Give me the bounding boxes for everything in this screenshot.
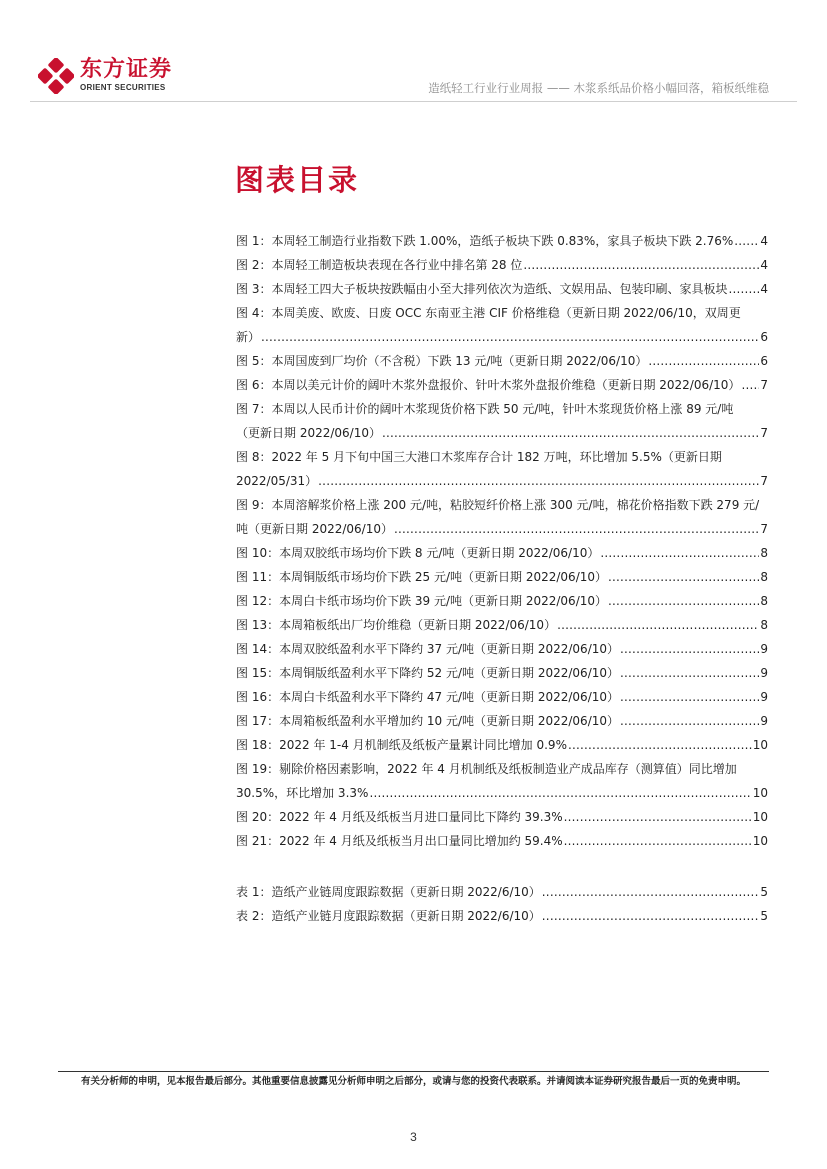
figure-entry-page: 7 xyxy=(760,474,768,488)
leader-dots xyxy=(620,709,759,733)
figure-entry[interactable] xyxy=(236,541,768,565)
figure-entry-label: 图 20：2022 年 4 月纸及纸板当月进口量同比下降约 39.3% xyxy=(236,810,563,824)
figure-entry[interactable] xyxy=(236,829,768,853)
figure-entry-page: 7 xyxy=(760,522,768,536)
leader-dots xyxy=(261,325,759,349)
figure-entry-label: 吨（更新日期 2022/06/10） xyxy=(236,522,393,536)
leader-dots xyxy=(741,373,759,397)
table-entry-label: 表 2：造纸产业链月度跟踪数据（更新日期 2022/6/10） xyxy=(236,909,541,923)
leader-dots xyxy=(620,685,759,709)
header-divider xyxy=(30,101,797,102)
leader-dots xyxy=(318,469,759,493)
leader-dots xyxy=(542,904,760,928)
figure-entry-page: 7 xyxy=(760,426,768,440)
leader-dots xyxy=(608,565,759,589)
leader-dots xyxy=(564,805,752,829)
table-entry[interactable] xyxy=(236,904,768,928)
leader-dots xyxy=(600,541,759,565)
figure-entry[interactable] xyxy=(236,805,768,829)
figure-entry-label: 图 18：2022 年 1-4 月机制纸及纸板产量累计同比增加 0.9% xyxy=(236,738,567,752)
leader-dots xyxy=(728,277,759,301)
figure-entry-label: 图 1：本周轻工制造行业指数下跌 1.00%，造纸子板块下跌 0.83%，家具子板块下跌 2.76% xyxy=(236,234,734,248)
figure-entry[interactable] xyxy=(236,229,768,253)
figure-entry[interactable] xyxy=(236,589,768,613)
leader-dots xyxy=(394,517,759,541)
figure-entry[interactable] xyxy=(236,397,768,445)
figure-entry-label: 图 6：本周以美元计价的阔叶木浆外盘报价、针叶木浆外盘报价维稳（更新日期 2022/06/10） xyxy=(236,378,741,392)
leader-dots xyxy=(557,613,759,637)
figure-entry-label: 图 5：本周国废到厂均价（不含税）下跌 13 元/吨（更新日期 2022/06/10） xyxy=(236,354,648,368)
figure-entry[interactable] xyxy=(236,445,768,493)
page-number: 3 xyxy=(410,1130,417,1144)
figure-entry-label: 2022/05/31） xyxy=(236,474,318,488)
figure-entry[interactable] xyxy=(236,277,768,301)
figure-entry[interactable] xyxy=(236,733,768,757)
leader-dots xyxy=(382,421,759,445)
figure-entry-label-line1: 图 9：本周溶解浆价格上涨 200 元/吨，粘胶短纤价格上涨 300 元/吨，棉花价格指数下跌 279 元/ xyxy=(236,498,760,512)
figure-entry-page: 9 xyxy=(760,714,768,728)
figure-entry-page: 10 xyxy=(752,786,768,800)
page-title: 图表目录 xyxy=(235,163,360,197)
figure-entry[interactable] xyxy=(236,253,768,277)
figure-entry[interactable] xyxy=(236,349,768,373)
disclaimer: 有关分析师的申明，见本报告最后部分。其他重要信息披露见分析师申明之后部分，或请与您的投资代表联系。并请阅读本证券研究报告最后一页的免责申明。 xyxy=(80,1076,746,1087)
figure-entry-label: 图 17：本周箱板纸盈利水平增加约 10 元/吨（更新日期 2022/06/10） xyxy=(236,714,620,728)
leader-dots xyxy=(523,253,759,277)
figure-entry[interactable] xyxy=(236,565,768,589)
leader-dots xyxy=(648,349,759,373)
figure-entry-page: 10 xyxy=(752,834,768,848)
figure-entry-label-line1: 图 8：2022 年 5 月下旬中国三大港口木浆库存合计 182 万吨，环比增加 5.5%（更新日期 xyxy=(236,450,722,464)
brand-name-en: ORIENT SECURITIES xyxy=(80,83,166,92)
figure-entry-label-line1: 图 4：本周美废、欧废、日废 OCC 东南亚主港 CIF 价格维稳（更新日期 2022/06/10，双周更 xyxy=(236,306,741,320)
figure-entry-label: 图 21：2022 年 4 月纸及纸板当月出口量同比增加约 59.4% xyxy=(236,834,563,848)
figure-entry[interactable] xyxy=(236,613,768,637)
table-entry-label: 表 1：造纸产业链周度跟踪数据（更新日期 2022/6/10） xyxy=(236,885,541,899)
figure-entry-label-line1: 图 19：剔除价格因素影响，2022 年 4 月机制纸及纸板制造业产成品库存（测算值）同比增加 xyxy=(236,762,737,776)
leader-dots xyxy=(564,829,752,853)
table-list xyxy=(236,880,768,928)
figure-entry-page: 9 xyxy=(760,666,768,680)
figure-entry-label: （更新日期 2022/06/10） xyxy=(236,426,381,440)
figure-entry[interactable] xyxy=(236,493,768,541)
figure-entry-label: 图 11：本周铜版纸市场均价下跌 25 元/吨（更新日期 2022/06/10） xyxy=(236,570,608,584)
figure-entry-page: 8 xyxy=(760,594,768,608)
leader-dots xyxy=(542,880,760,904)
figure-entry-label: 新） xyxy=(236,330,261,344)
figure-entry-page: 6 xyxy=(760,330,768,344)
leader-dots xyxy=(369,781,751,805)
figure-entry-label: 图 10：本周双胶纸市场均价下跌 8 元/吨（更新日期 2022/06/10） xyxy=(236,546,600,560)
figure-entry-label: 图 13：本周箱板纸出厂均价维稳（更新日期 2022/06/10） xyxy=(236,618,557,632)
figure-entry-page: 10 xyxy=(752,738,768,752)
figure-entry-page: 10 xyxy=(752,810,768,824)
leader-dots xyxy=(568,733,752,757)
figure-entry-page: 6 xyxy=(760,354,768,368)
leader-dots xyxy=(620,661,759,685)
figure-entry-page: 8 xyxy=(760,546,768,560)
figure-entry-page: 7 xyxy=(760,378,768,392)
table-entry-page: 5 xyxy=(760,909,768,923)
figure-entry-label: 30.5%，环比增加 3.3% xyxy=(236,786,369,800)
table-entry-page: 5 xyxy=(760,885,768,899)
figure-entry-page: 9 xyxy=(760,690,768,704)
figure-entry-page: 4 xyxy=(760,258,768,272)
figure-entry-page: 4 xyxy=(760,282,768,296)
figure-entry-page: 4 xyxy=(760,234,768,248)
report-title: 造纸轻工行业行业周报 —— 木浆系纸品价格小幅回落，箱板纸维稳 xyxy=(428,81,769,95)
figure-entry-page: 8 xyxy=(760,570,768,584)
figure-entry[interactable] xyxy=(236,301,768,349)
brand-name-cn: 东方证券 xyxy=(80,57,173,82)
orient-securities-logo-icon xyxy=(38,58,74,94)
leader-dots xyxy=(620,637,759,661)
figure-list xyxy=(236,229,768,853)
figure-entry-page: 9 xyxy=(760,642,768,656)
figure-entry[interactable] xyxy=(236,661,768,685)
figure-entry-label: 图 14：本周双胶纸盈利水平下降约 37 元/吨（更新日期 2022/06/10） xyxy=(236,642,620,656)
figure-entry[interactable] xyxy=(236,685,768,709)
figure-entry[interactable] xyxy=(236,637,768,661)
figure-entry[interactable] xyxy=(236,373,768,397)
leader-dots xyxy=(608,589,759,613)
figure-entry-label-line1: 图 7：本周以人民币计价的阔叶木浆现货价格下跌 50 元/吨，针叶木浆现货价格上涨 89 元/吨 xyxy=(236,402,734,416)
figure-entry[interactable] xyxy=(236,757,768,805)
figure-entry-label: 图 16：本周白卡纸盈利水平下降约 47 元/吨（更新日期 2022/06/10） xyxy=(236,690,620,704)
figure-entry-label: 图 12：本周白卡纸市场均价下跌 39 元/吨（更新日期 2022/06/10） xyxy=(236,594,608,608)
figure-entry-page: 8 xyxy=(760,618,768,632)
table-entry[interactable] xyxy=(236,880,768,904)
figure-entry-label: 图 2：本周轻工制造板块表现在各行业中排名第 28 位 xyxy=(236,258,523,272)
footer-divider xyxy=(58,1071,769,1072)
leader-dots xyxy=(734,229,759,253)
figure-entry-label: 图 15：本周铜版纸盈利水平下降约 52 元/吨（更新日期 2022/06/10） xyxy=(236,666,620,680)
figure-entry-label: 图 3：本周轻工四大子板块按跌幅由小至大排列依次为造纸、文娱用品、包装印刷、家具板块 xyxy=(236,282,728,296)
figure-entry[interactable] xyxy=(236,709,768,733)
